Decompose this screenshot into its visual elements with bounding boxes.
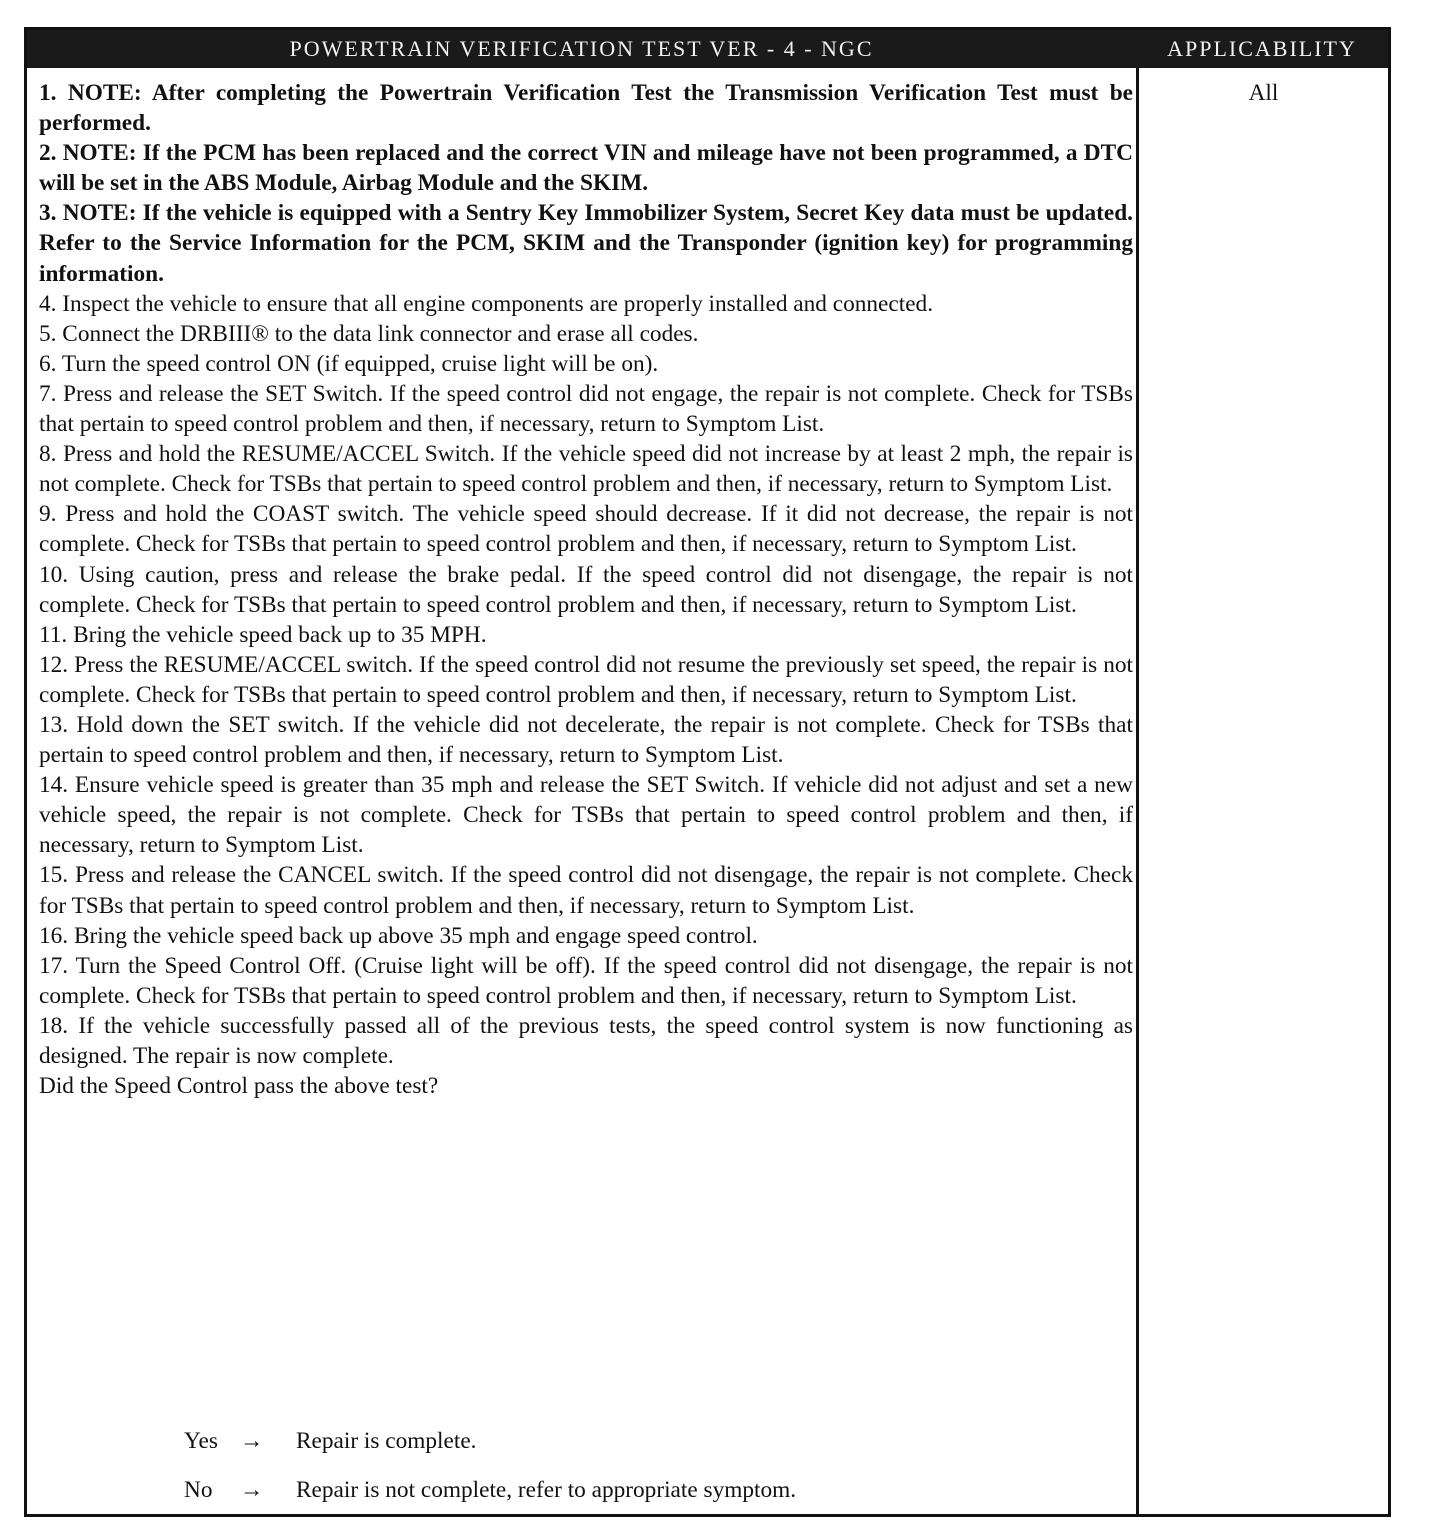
step: 5. Connect the DRBIII® to the data link connector and erase all codes. — [39, 320, 699, 347]
test-steps — [39, 78, 1133, 1101]
table-header — [27, 30, 1388, 68]
arrow-right-icon: → — [240, 1428, 264, 1454]
answer-no — [184, 1475, 796, 1505]
step: 13. Hold down the SET switch. If the vehicle did not decelerate, the repair is not complete. Check for TSBs that pertain to speed control problem and then, if necessary, return to Symptom List. — [39, 711, 1133, 769]
step: 1. NOTE: After completing the Powertrain Verification Test the Transmission Verification Test must be performed. — [39, 80, 1133, 137]
answer-yes-label: Yes — [184, 1428, 218, 1454]
procedure-table — [24, 27, 1391, 1517]
arrow-right-icon: → — [240, 1477, 264, 1503]
applicability-header: APPLICABILITY — [1167, 36, 1357, 61]
step: 10. Using caution, press and release the brake pedal. If the speed control did not disengage, the repair is not complete. Check for TSBs that pertain to speed control problem and then, if necessary, return to Symptom List. — [39, 561, 1133, 618]
step: 3. NOTE: If the vehicle is equipped with a Sentry Key Immobilizer System, Secret Key data must be updated. Refer to the Service Information for the PCM, SKIM and the Transponder (ignition key) for programming information. — [39, 200, 1133, 287]
answer-yes-result: Repair is complete. — [296, 1428, 477, 1454]
step: 15. Press and release the CANCEL switch. If the speed control did not disengage, the repair is not complete. Check for TSBs that pertain to speed control problem and then, if necessary, return to Symptom List. — [39, 862, 1133, 919]
step: 9. Press and hold the COAST switch. The vehicle speed should decrease. If it did not decrease, the repair is not complete. Check for TSBs that pertain to speed control problem and then, if necessary, return to Symptom List. — [39, 501, 1133, 558]
column-divider — [1136, 68, 1139, 1514]
step: 11. Bring the vehicle speed back up to 35 MPH. — [39, 621, 487, 648]
question: Did the Speed Control pass the above test? — [39, 1073, 439, 1100]
step: 4. Inspect the vehicle to ensure that all engine components are properly installed and connected. — [39, 290, 934, 317]
applicability-value: All — [1248, 80, 1279, 106]
answer-yes — [184, 1426, 477, 1456]
step: 14. Ensure vehicle speed is greater than 35 mph and release the SET Switch. If vehicle did not adjust and set a new vehicle speed, the repair is not complete. Check for TSBs that pertain to speed control problem and then, if necessary, return to Symptom List. — [39, 772, 1133, 859]
step: 6. Turn the speed control ON (if equipped, cruise light will be on). — [39, 350, 659, 377]
answer-no-result: Repair is not complete, refer to appropriate symptom. — [296, 1477, 797, 1503]
step: 12. Press the RESUME/ACCEL switch. If the speed control did not resume the previously set speed, the repair is not complete. Check for TSBs that pertain to speed control problem and then, if necessary, return to Symptom List. — [39, 651, 1133, 708]
step: 16. Bring the vehicle speed back up above 35 mph and engage speed control. — [39, 922, 758, 949]
step: 18. If the vehicle successfully passed all of the previous tests, the speed control system is now functioning as designed. The repair is now complete. — [39, 1012, 1133, 1069]
step: 7. Press and release the SET Switch. If the speed control did not engage, the repair is not complete. Check for TSBs that pertain to speed control problem and then, if necessary, return to Symptom List. — [39, 380, 1133, 438]
step: 2. NOTE: If the PCM has been replaced and the correct VIN and mileage have not been programmed, a DTC will be set in the ABS Module, Airbag Module and the SKIM. — [39, 140, 1133, 197]
step: 8. Press and hold the RESUME/ACCEL Switch. If the vehicle speed did not increase by at least 2 mph, the repair is not complete. Check for TSBs that pertain to speed control problem and then, if necessary, return to Symptom List. — [39, 441, 1133, 498]
step: 17. Turn the Speed Control Off. (Cruise light will be off). If the speed control did not disengage, the repair is not complete. Check for TSBs that pertain to speed control problem and then, if necessary, return to Symptom List. — [39, 952, 1133, 1009]
test-title: POWERTRAIN VERIFICATION TEST VER - 4 - NGC — [289, 36, 874, 61]
answer-no-label: No — [184, 1477, 213, 1503]
